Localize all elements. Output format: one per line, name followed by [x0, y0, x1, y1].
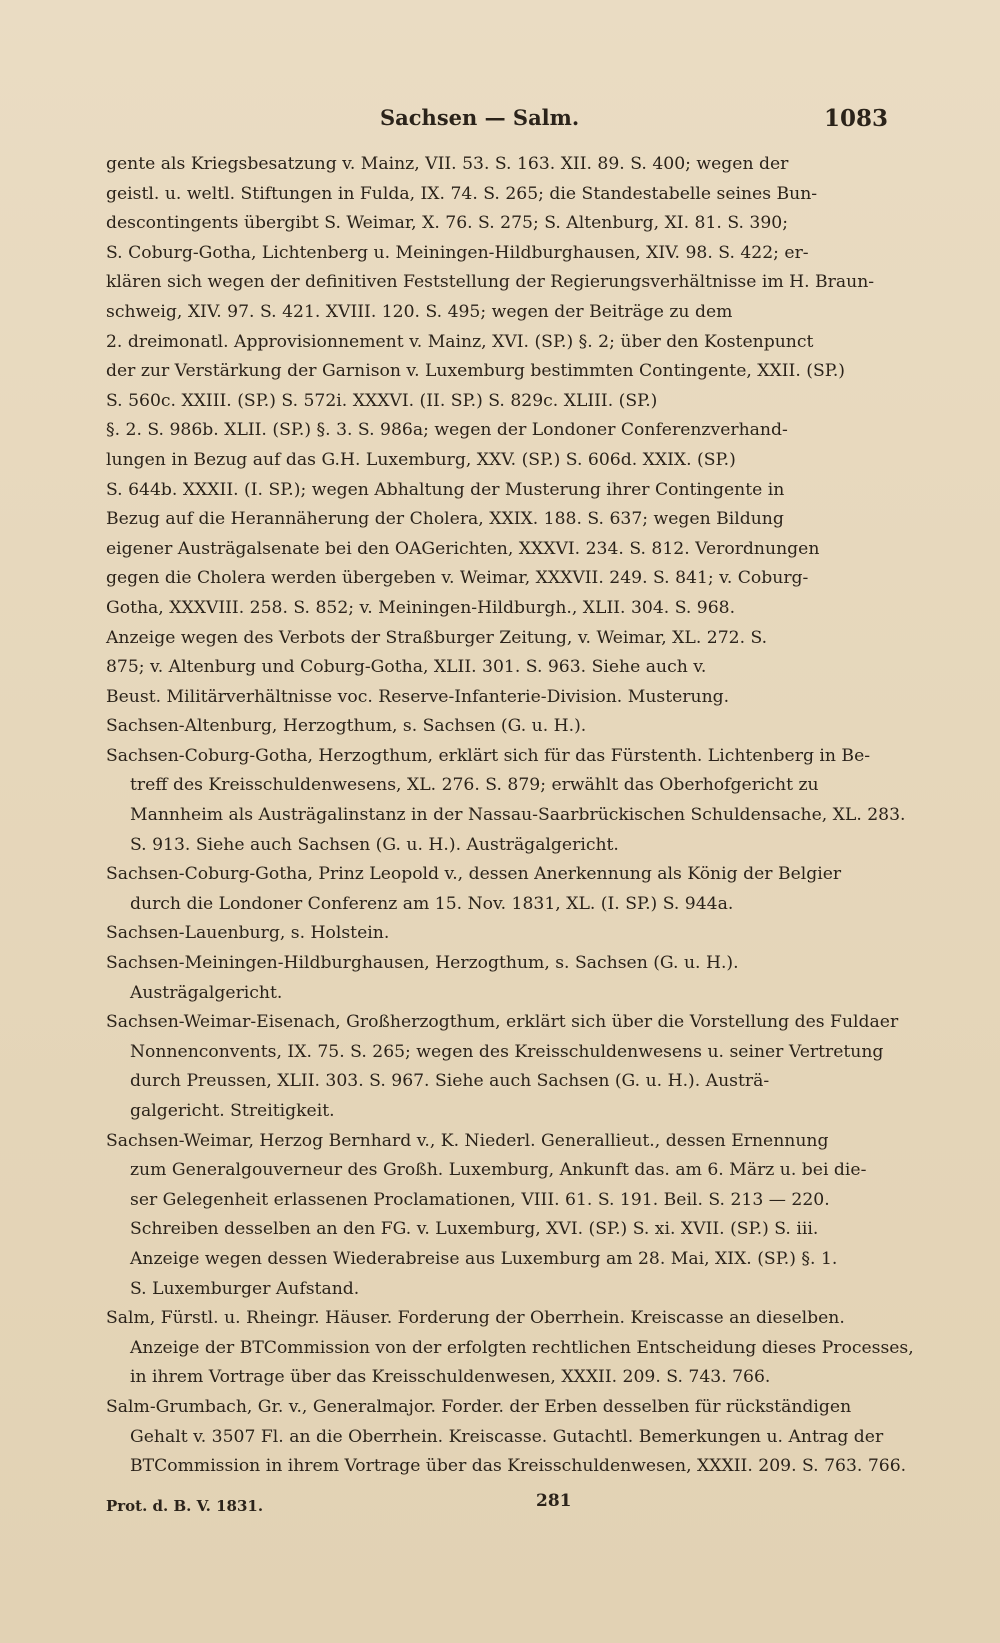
page-header	[0, 105, 1000, 141]
text-line: Beust. Militärverhältnisse voc. Reserve-Infanterie-Division. Musterung.	[106, 686, 730, 707]
text-line: 875; v. Altenburg und Coburg-Gotha, XLII. 301. S. 963. Siehe auch v.	[106, 657, 707, 678]
index-entry	[106, 919, 906, 949]
entry-headword-line: Sachsen-Lauenburg, s. Holstein.	[106, 923, 390, 944]
text-line: S. Luxemburger Aufstand.	[130, 1278, 360, 1299]
index-entry	[106, 1304, 914, 1393]
text-line: descontingents übergibt S. Weimar, X. 76. S. 275; S. Altenburg, XI. 81. S. 390;	[106, 213, 788, 234]
index-entry	[106, 742, 906, 860]
page-number: 1083	[823, 105, 888, 132]
text-line: eigener Austrägalsenate bei den OAGerichten, XXXVI. 234. S. 812. Verordnungen	[106, 538, 820, 559]
text-line: Anzeige wegen des Verbots der Straßburger Zeitung, v. Weimar, XL. 272. S.	[106, 627, 768, 648]
text-line: Gotha, XXXVIII. 258. S. 852; v. Meiningen-Hildburgh., XLII. 304. S. 968.	[106, 597, 736, 618]
index-entry	[106, 949, 906, 1008]
text-line: §. 2. S. 986b. XLII. (SP.) §. 3. S. 986a; wegen der Londoner Conferenzverhand-	[106, 420, 788, 441]
entry-headword-line: Sachsen-Meiningen-Hildburghausen, Herzogthum, s. Sachsen (G. u. H.).	[106, 953, 739, 974]
text-line: gente als Kriegsbesatzung v. Mainz, VII. 53. S. 163. XII. 89. S. 400; wegen der	[106, 154, 789, 174]
entry-headword-line: Sachsen-Coburg-Gotha, Prinz Leopold v., dessen Anerkennung als König der Belgier	[106, 864, 842, 885]
text-line: klären sich wegen der definitiven Feststellung der Regierungsverhältnisse im H. Braun-	[106, 272, 875, 293]
text-line: geistl. u. weltl. Stiftungen in Fulda, IX. 74. S. 265; die Standestabelle seines Bun-	[106, 183, 818, 204]
text-line: zum Generalgouverneur des Großh. Luxemburg, Ankunft das. am 6. März u. bei die-	[130, 1160, 867, 1181]
text-line: gegen die Cholera werden übergeben v. Weimar, XXXVII. 249. S. 841; v. Coburg-	[106, 568, 809, 589]
entry-headword-line: Sachsen-Weimar-Eisenach, Großherzogthum, erklärt sich über die Vorstellung des Fuldaer	[106, 1012, 899, 1033]
entry-headword-line: Sachsen-Weimar, Herzog Bernhard v., K. Niederl. Generallieut., dessen Ernennung	[106, 1130, 829, 1151]
text-line: S. 913. Siehe auch Sachsen (G. u. H.). Austrägalgericht.	[130, 834, 619, 855]
text-line: in ihrem Vortrage über das Kreisschuldenwesen, XXXII. 209. S. 743. 766.	[130, 1367, 771, 1388]
entry-headword-line: Salm-Grumbach, Gr. v., Generalmajor. Forder. der Erben desselben für rückständigen	[106, 1396, 852, 1417]
text-line: 2. dreimonatl. Approvisionnement v. Mainz, XVI. (SP.) §. 2; über den Kostenpunct	[106, 331, 814, 352]
index-entry	[106, 860, 906, 919]
text-line: BTCommission in ihrem Vortrage über das Kreisschuldenwesen, XXXII. 209. S. 763. 766.	[130, 1456, 907, 1477]
signature-mark: Prot. d. B. V. 1831.	[106, 1497, 264, 1515]
text-line: S. Coburg-Gotha, Lichtenberg u. Meiningen-Hildburghausen, XIV. 98. S. 422; er-	[106, 242, 809, 263]
text-line: schweig, XIV. 97. S. 421. XVIII. 120. S. 495; wegen der Beiträge zu dem	[106, 301, 733, 322]
text-line: der zur Verstärkung der Garnison v. Luxemburg bestimmten Contingente, XXII. (SP.)	[106, 361, 845, 382]
text-line: Anzeige wegen dessen Wiederabreise aus Luxemburg am 28. Mai, XIX. (SP.) §. 1.	[130, 1248, 838, 1269]
text-line: lungen in Bezug auf das G.H. Luxemburg, XXV. (SP.) S. 606d. XXIX. (SP.)	[106, 449, 736, 470]
text-line: Austrägalgericht.	[130, 982, 283, 1003]
continuation-entry	[106, 150, 906, 712]
running-head: Sachsen — Salm.	[380, 105, 580, 130]
index-entries	[106, 712, 914, 1481]
text-line: S. 644b. XXXII. (I. SP.); wegen Abhaltung der Musterung ihrer Contingente in	[106, 479, 785, 500]
text-line: Schreiben desselben an den FG. v. Luxemburg, XVI. (SP.) S. xi. XVII. (SP.) S. iii.	[130, 1219, 819, 1240]
text-line: Gehalt v. 3507 Fl. an die Oberrhein. Kreiscasse. Gutachtl. Bemerkungen u. Antrag der	[130, 1426, 884, 1447]
text-line: durch die Londoner Conferenz am 15. Nov. 1831, XL. (I. SP.) S. 944a.	[130, 893, 734, 914]
text-line: ser Gelegenheit erlassenen Proclamationen, VIII. 61. S. 191. Beil. S. 213 — 220.	[130, 1189, 830, 1210]
text-line: galgericht. Streitigkeit.	[130, 1101, 335, 1121]
index-entry	[106, 712, 906, 742]
text-line: durch Preussen, XLII. 303. S. 967. Siehe auch Sachsen (G. u. H.). Austrä-	[130, 1071, 770, 1092]
text-line: treff des Kreisschuldenwesens, XL. 276. S. 879; erwählt das Oberhofgericht zu	[130, 775, 819, 796]
text-line: Bezug auf die Herannäherung der Cholera, XXIX. 188. S. 637; wegen Bildung	[106, 509, 784, 530]
index-text	[106, 150, 914, 1482]
text-line: S. 560c. XXIII. (SP.) S. 572i. XXXVI. (II. SP.) S. 829c. XLIII. (SP.)	[106, 390, 658, 411]
entry-headword-line: Sachsen-Coburg-Gotha, Herzogthum, erklärt sich für das Fürstenth. Lichtenberg in Be-	[106, 745, 871, 766]
index-entry	[106, 1008, 906, 1126]
sheet-number: 281	[536, 1491, 572, 1511]
entry-headword-line: Salm, Fürstl. u. Rheingr. Häuser. Forderung der Oberrhein. Kreiscasse an dieselben.	[106, 1308, 845, 1329]
text-line: Nonnenconvents, IX. 75. S. 265; wegen des Kreisschuldenwesens u. seiner Vertretung	[130, 1041, 884, 1062]
text-line: Mannheim als Austrägalinstanz in der Nassau-Saarbrückischen Schuldensache, XL. 283.	[130, 805, 906, 826]
page-footer	[106, 1491, 906, 1523]
entry-headword-line: Sachsen-Altenburg, Herzogthum, s. Sachsen (G. u. H.).	[106, 716, 587, 737]
index-entry	[106, 1393, 906, 1482]
index-entry	[106, 1127, 906, 1305]
text-line: Anzeige der BTCommission von der erfolgten rechtlichen Entscheidung dieses Processes,	[130, 1337, 914, 1358]
